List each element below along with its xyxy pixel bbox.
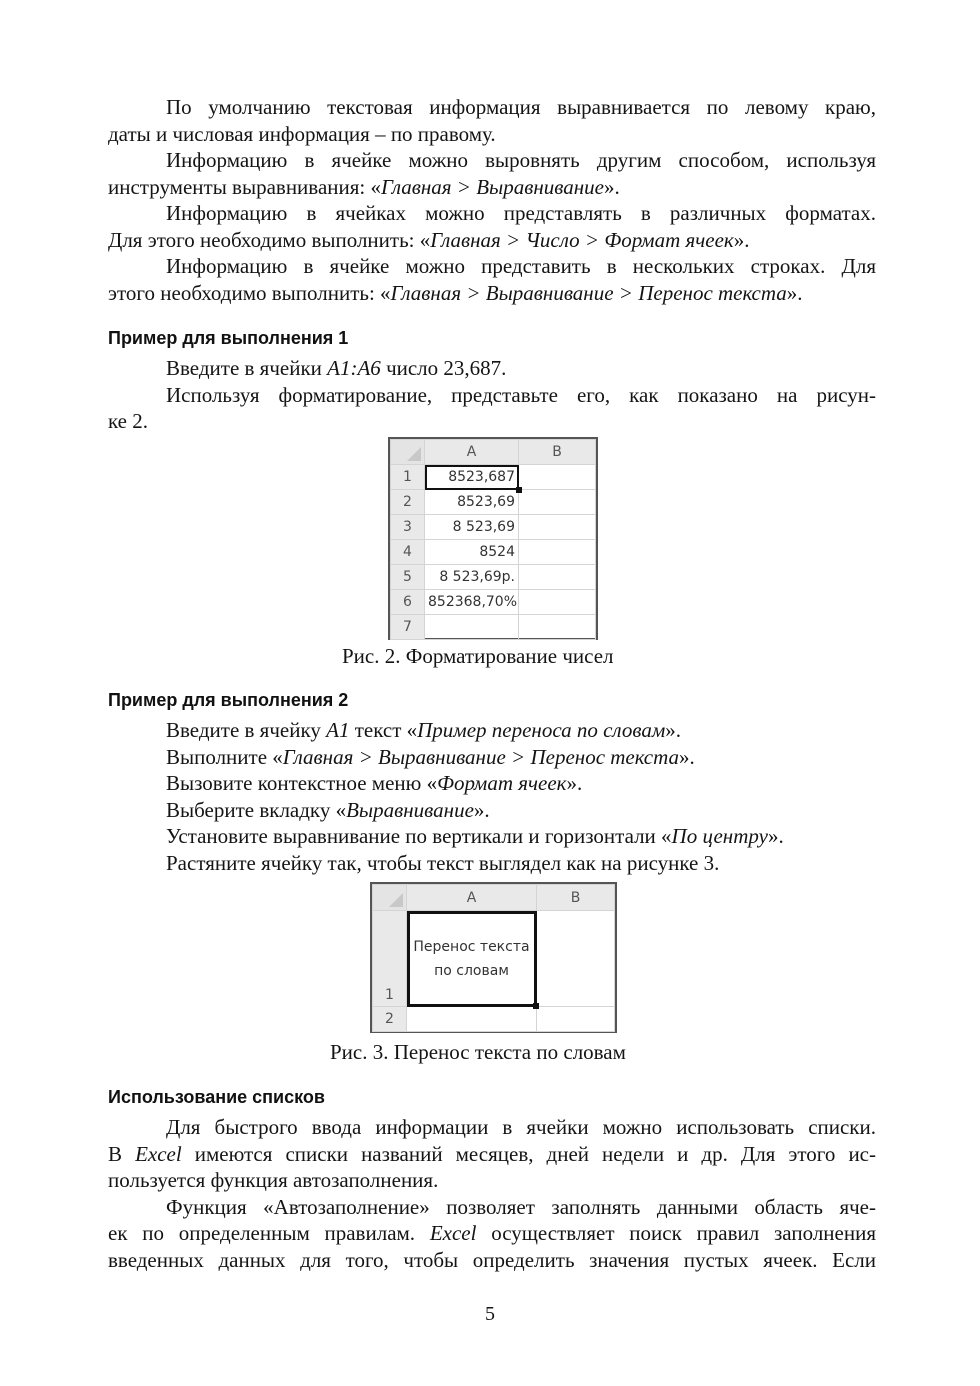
cell-ref: A1 — [326, 718, 350, 742]
text: Вызовите контекстное меню « — [166, 771, 438, 795]
example-1-line-2: Используя форматирование, представьте его, как показано на рисун- — [166, 383, 876, 407]
table-row — [391, 615, 596, 640]
cell-b2 — [537, 1007, 615, 1032]
example-2-step-3 — [108, 770, 876, 796]
example-1-heading: Пример для выполнения 1 — [108, 328, 349, 348]
tab-name: Выравнивание — [346, 798, 474, 822]
example-1-line-1 — [108, 355, 876, 381]
example-2-heading: Пример для выполнения 2 — [108, 690, 349, 710]
cell-a3: 8 523,69 — [425, 515, 519, 540]
example-2-step-2 — [108, 744, 876, 770]
lists-p2-line-1: Функция «Автозаполнение» позволяет заполнять данными область яче- — [166, 1195, 876, 1219]
column-header-a: A — [425, 440, 519, 465]
text: текст « — [349, 718, 418, 742]
paragraph-3-line-1: Информацию в ячейках можно представлять в различных форматах. — [166, 201, 876, 225]
figure-3-caption: Рис. 3. Перенос текста по словам — [330, 1040, 626, 1064]
column-header-a: A — [407, 885, 537, 911]
lists-section-heading: Использование списков — [108, 1087, 325, 1107]
example-2-step-6: Растяните ячейку так, чтобы текст выглядел как на рисунке 3. — [166, 851, 720, 875]
cell-a2: 8523,69 — [425, 490, 519, 515]
text: этого необходимо выполнить: « — [108, 281, 391, 305]
text: ». — [566, 771, 583, 795]
menu-path: Главная > Выравнивание — [380, 175, 604, 199]
cell-a6: 852368,70% — [425, 590, 519, 615]
select-all-corner — [391, 440, 425, 465]
figure-2-spreadsheet — [388, 437, 598, 640]
paragraph-2-line-2 — [108, 174, 876, 200]
table-row — [373, 1007, 615, 1032]
text: ». — [786, 281, 803, 305]
cell-b5 — [519, 565, 596, 590]
cell-b1 — [537, 911, 615, 1007]
table-row — [391, 540, 596, 565]
text: Для этого необходимо выполнить: « — [108, 228, 431, 252]
sample-text: Пример переноса по словам — [417, 718, 666, 742]
column-header-b: B — [519, 440, 596, 465]
fill-handle — [516, 487, 522, 493]
text: ». — [679, 745, 695, 769]
paragraph-1-line-1: По умолчанию текстовая информация выравнивается по левому краю, — [166, 95, 876, 119]
cell-a1: 8523,687 — [425, 465, 519, 490]
cell-b6 — [519, 590, 596, 615]
text: ». — [767, 824, 784, 848]
text: В — [108, 1142, 136, 1166]
text: Введите в ячейку — [166, 718, 327, 742]
row-header: 5 — [391, 565, 425, 590]
row-header: 3 — [391, 515, 425, 540]
app-name: Excel — [135, 1142, 182, 1166]
figure-2-caption: Рис. 2. Форматирование чисел — [342, 644, 614, 668]
text: ». — [733, 228, 750, 252]
lists-p2-line-3: введенных данных для того, чтобы определить значения пустых ячеек. Если — [108, 1248, 876, 1272]
figure-3-spreadsheet — [370, 882, 617, 1033]
text: Установите выравнивание по вертикали и горизонтали « — [166, 824, 672, 848]
text: Выполните « — [166, 745, 283, 769]
paragraph-3-line-2 — [108, 227, 876, 253]
table-row — [391, 590, 596, 615]
menu-path: Главная > Выравнивание > Перенос текста — [390, 281, 787, 305]
paragraph-4-line-2 — [108, 280, 876, 306]
table-row — [391, 515, 596, 540]
cell-b4 — [519, 540, 596, 565]
app-name: Excel — [429, 1221, 477, 1245]
table-row — [373, 911, 615, 1007]
table-row — [391, 465, 596, 490]
text: Выберите вкладку « — [166, 798, 347, 822]
example-2-step-1 — [108, 717, 876, 743]
lists-p1-line-2 — [108, 1141, 876, 1167]
cell-a2 — [407, 1007, 537, 1032]
select-all-corner — [373, 885, 407, 911]
row-header: 1 — [391, 465, 425, 490]
text: Введите в ячейки — [166, 356, 328, 380]
table-row — [391, 490, 596, 515]
text: инструменты выравнивания: « — [108, 175, 381, 199]
row-header: 2 — [373, 1007, 407, 1032]
cell-a4: 8524 — [425, 540, 519, 565]
text: ». — [473, 798, 490, 822]
row-header: 2 — [391, 490, 425, 515]
text: ». — [665, 718, 681, 742]
lists-p2-line-2 — [108, 1220, 876, 1246]
cell-a7 — [425, 615, 519, 640]
text: осуществляет поиск правил заполнения — [476, 1221, 876, 1245]
row-header: 6 — [391, 590, 425, 615]
menu-path: Формат ячеек — [437, 771, 567, 795]
example-2-step-5 — [108, 823, 876, 849]
paragraph-1-line-2: даты и числовая информация – по правому. — [108, 122, 496, 146]
cell-text-line-1: Перенос текста — [413, 938, 530, 955]
cell-b1 — [519, 465, 596, 490]
row-header: 4 — [391, 540, 425, 565]
paragraph-4-line-1: Информацию в ячейке можно представить в нескольких строках. Для — [166, 254, 876, 278]
cell-a5: 8 523,69р. — [425, 565, 519, 590]
cell-b3 — [519, 515, 596, 540]
lists-p1-line-1: Для быстрого ввода информации в ячейки можно использовать списки. — [166, 1115, 876, 1139]
page-number: 5 — [485, 1303, 495, 1325]
row-header: 1 — [373, 911, 407, 1007]
row-header: 7 — [391, 615, 425, 640]
text: ек по определенным правилам. — [108, 1221, 430, 1245]
text: имеются списки названий месяцев, дней недели и др. Для этого ис- — [181, 1142, 876, 1166]
example-2-step-4 — [108, 797, 876, 823]
lists-p1-line-3: пользуется функция автозаполнения. — [108, 1168, 439, 1192]
cell-b7 — [519, 615, 596, 640]
table-row — [391, 565, 596, 590]
fill-handle — [533, 1003, 539, 1009]
cell-b2 — [519, 490, 596, 515]
text: число 23,687. — [380, 356, 507, 380]
text: ». — [604, 175, 620, 199]
option-name: По центру — [671, 824, 768, 848]
paragraph-2-line-1: Информацию в ячейке можно выровнять другим способом, используя — [166, 148, 876, 172]
cell-range: A1:A6 — [327, 356, 381, 380]
column-header-b: B — [537, 885, 615, 911]
cell-text-line-2: по словам — [434, 962, 509, 979]
menu-path: Главная > Выравнивание > Перенос текста — [282, 745, 680, 769]
example-1-line-3: ке 2. — [108, 409, 149, 433]
cell-a1 — [407, 911, 537, 1007]
menu-path: Главная > Число > Формат ячеек — [430, 228, 734, 252]
